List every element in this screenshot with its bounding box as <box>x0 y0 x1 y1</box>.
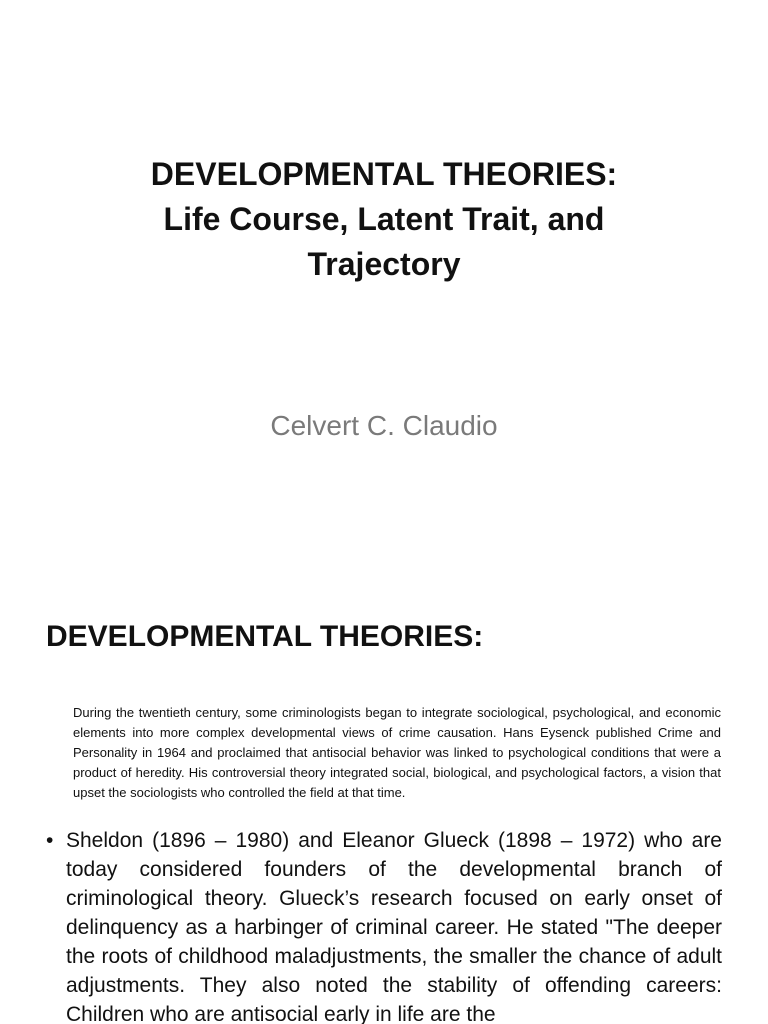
bullet-text: Sheldon (1896 – 1980) and Eleanor Glueck (1898 – 1972) who are today considered founders of the developmental branch of criminological theory. Glueck’s research focused on early onset of delinquency as a harbinger of criminal career. He stated "The deeper the roots of childhood maladjustments, the smaller the chance of adult adjustments. They also noted the stability of offending careers: Children who are antisocial early in life are the <box>66 829 722 1024</box>
content-slide <box>0 576 768 1024</box>
title-line-3: Trajectory <box>307 246 461 282</box>
author-name: Celvert C. Claudio <box>270 410 498 441</box>
title-line-2: Life Course, Latent Trait, and <box>163 201 605 237</box>
list-item <box>46 826 722 1024</box>
intro-paragraph: During the twentieth century, some criminologists began to integrate sociological, psychological, and economic elements into more complex developmental views of crime causation. Hans Eysenck published Crime and Personality in 1964 and proclaimed that antisocial behavior was linked to psychological conditions that were a product of heredity. His controversial theory integrated social, biological, and psychological factors, a vision that upset the sociologists who controlled the field at that time. <box>73 705 721 800</box>
slide-heading: DEVELOPMENTAL THEORIES: <box>46 620 484 653</box>
title-line-1: DEVELOPMENTAL THEORIES: <box>150 156 618 192</box>
bullet-list <box>46 826 722 1024</box>
bullet-icon: • <box>46 829 54 852</box>
presentation-title <box>60 152 708 287</box>
